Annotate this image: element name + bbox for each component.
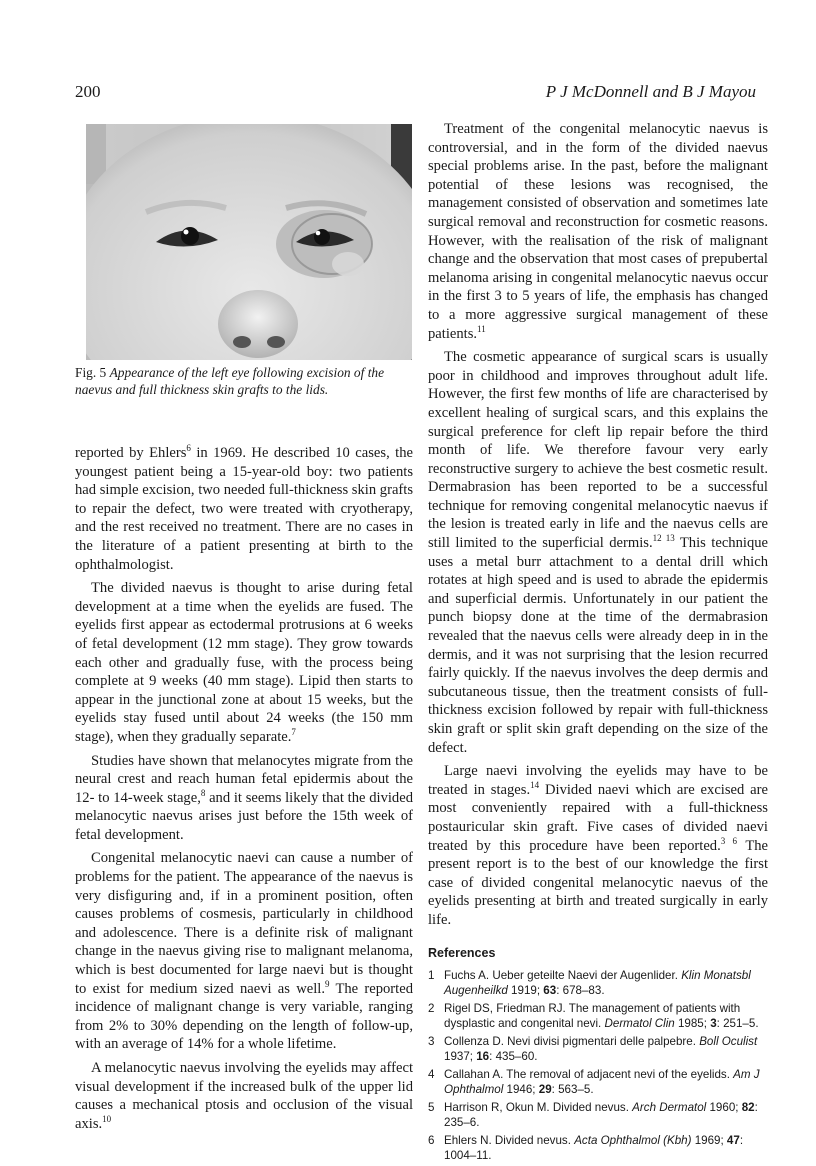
paragraph: [75, 1059, 413, 1133]
reference-item: [428, 968, 768, 998]
text: The present report is to the best of our knowledge the first case of divided congenital melanocytic naevus of the eyelids presenting at birth and treated surgically in early life.: [428, 837, 769, 928]
text: 1985;: [674, 1017, 707, 1031]
citation: 10: [102, 1113, 112, 1124]
text: : 563–5.: [551, 1083, 594, 1097]
text: The cosmetic appearance of surgical scars is usually poor in childhood and improves throughout adult life. However, the first few months of life are characterised by excellent healing of surgical scars, and this explains the surgical preference for cleft lip repair before the third month of life. We therefore favour very early reconstructive surgery to achieve the best cosmetic result. Dermabrasion has been reported to be a successful technique for removing congenital melanocytic naevus if the lesion is treated early in life and the naevus cells are still limited to the superficial dermis.: [428, 349, 768, 552]
reference-number: 3: [428, 1035, 435, 1049]
paragraph: [75, 849, 413, 1054]
figure-photo: [86, 124, 412, 360]
paragraph: [428, 120, 768, 343]
journal: Acta Ophthalmol (Kbh): [574, 1134, 692, 1148]
text: The divided naevus is thought to arise during fetal development at a time when the eyelids are fused. The eyelids first appear as ectodermal protrusions at 6 weeks of fetal development (12 mm stage). They grow towards each other and gradually fuse, with the process being complete at 9 weeks (40 mm stage). Lipid then starts to appear in the junctional zone at about 15 weeks, but the eyelids stay fused until about 24 weeks (the 150 mm stage), when they gradually separate.: [75, 580, 413, 745]
journal: Am J Ophthalmol: [444, 1068, 760, 1097]
text: : 1004–11.: [444, 1134, 744, 1163]
text: in 1969. He described 10 cases, the youngest patient being a 15-year-old boy: two patients had simple excision, two needed full-thickness skin grafts to repair the defect, two were treated with cryotherapy, and the rest received no treatment. There are no cases in the literature of a patient presenting at birth to the ophthalmologist.: [75, 445, 414, 573]
right-column: [428, 120, 768, 1166]
text: Ehlers N. Divided nevus.: [444, 1134, 571, 1148]
volume: 63: [540, 984, 557, 998]
figure-label: Fig. 5: [75, 365, 107, 380]
journal: Klin Monatsbl Augenheilkd: [444, 969, 751, 998]
text: Rigel DS, Friedman RJ. The management of patients with dysplastic and congenital nevi.: [444, 1002, 741, 1031]
reference-item: [428, 1067, 768, 1097]
text: 1937;: [444, 1050, 474, 1064]
volume: 3: [706, 1017, 717, 1031]
text: Divided naevi which are excised are most conveniently repaired with a full-thickness postauricular skin graft. Five cases of divided naevi treated by this procedure have been reported.: [428, 781, 768, 854]
text: This technique uses a metal burr attachment to a dental drill which rotates at high speed and is used to abrade the epidermis and superficial dermis. Unfortunately in our patient the punch biopsy done at the time of the dermabrasion revealed that the naevus cells were already deep in in the dermis, and it was not surprising that the lesion recurred fairly quickly. If the naevus involves the deep dermis and subcutaneous tissue, then the treatment consists of full-thickness excision followed by repair with full-thickness skin graft or split skin graft depending on the size of the defect.: [428, 535, 769, 756]
paragraph: [428, 762, 768, 929]
text: Harrison R, Okun M. Divided nevus.: [444, 1101, 629, 1115]
volume: 47: [723, 1134, 740, 1148]
text: and it seems likely that the divided melanocytic naevus arises just before the 15th week of fetal development.: [75, 789, 413, 843]
citation: 7: [291, 727, 296, 738]
page-number: 200: [75, 82, 101, 101]
text: 1919;: [507, 984, 541, 998]
text: Studies have shown that melanocytes migrate from the neural crest and reach human fetal epidermis about the 12- to 14-week stage,: [75, 752, 413, 806]
reference-number: 1: [428, 969, 435, 983]
text: 1969;: [691, 1134, 724, 1148]
references-heading: References: [428, 945, 496, 960]
volume: 82: [738, 1101, 755, 1115]
paragraph: [75, 444, 413, 574]
figure-caption-text: Appearance of the left eye following excision of the naevus and full thickness skin grafts to the lids.: [75, 365, 385, 397]
text: Congenital melanocytic naevi can cause a number of problems for the patient. The appearance of the naevus is very disfiguring and, if in a prominent position, often causes problems of cosmesis, particularly in childhood and adolescence. There is a definite risk of malignant change in the naevus giving rise to malignant melanoma, which is best documented for large naevi but is thought to exist for medium sized naevi as well.: [75, 850, 413, 997]
figure-caption: [75, 364, 415, 398]
paragraph: [428, 348, 768, 757]
volume: 29: [535, 1083, 552, 1097]
text: : 235–6.: [444, 1101, 758, 1130]
reference-list: [428, 968, 768, 1163]
citation: 14: [530, 779, 540, 790]
text: : 435–60.: [489, 1050, 538, 1064]
citation: 3 6: [720, 835, 737, 846]
citation: 11: [477, 323, 486, 334]
text: Callahan A. The removal of adjacent nevi of the eyelids.: [444, 1068, 730, 1082]
citation: 6: [186, 443, 191, 454]
text: : 678–83.: [556, 984, 605, 998]
infant-face-photo: [86, 124, 412, 360]
text: 1960;: [706, 1101, 739, 1115]
citation: 12 13: [652, 533, 675, 544]
reference-number: 4: [428, 1068, 435, 1082]
running-header-authors: P J McDonnell and B J Mayou: [545, 82, 756, 101]
text: : 251–5.: [716, 1017, 759, 1031]
reference-item: [428, 1100, 768, 1130]
reference-item: [428, 1133, 768, 1163]
paragraph: [75, 752, 413, 845]
reference-item: [428, 1001, 768, 1031]
text: reported by Ehlers: [75, 445, 187, 461]
journal: Arch Dermatol: [632, 1101, 707, 1115]
text: Treatment of the congenital melanocytic naevus is controversial, and in the form of the divided naevus special problems arise. In the past, before the malignant potential of these lesions was recognised, the management consisted of observation and sometimes late surgical removal and reconstruction for cosmetic reasons. However, with the realisation of the risk of malignant change and the observation that most cases of prepubertal melanoma arising in congenital melanocytic naevus occur in the first 3 to 5 years of life, the emphasis has changed to a more aggressive surgical management of these patients.: [428, 121, 768, 342]
paragraph: [75, 579, 413, 746]
text: Fuchs A. Ueber geteilte Naevi der Augenlider.: [444, 969, 678, 983]
text: Large naevi involving the eyelids may have to be treated in stages.: [428, 763, 768, 798]
text: A melanocytic naevus involving the eyelids may affect visual development if the increased bulk of the upper lid causes a mechanical ptosis and occlusion of the visual axis.: [75, 1060, 413, 1132]
citation: 8: [200, 787, 206, 798]
reference-number: 5: [428, 1101, 435, 1115]
text: 1946;: [503, 1083, 536, 1097]
text: The reported incidence of malignant change is very variable, ranging from 2% to 30% depending on the length of follow-up, with an average of 14% for a whole lifetime.: [75, 980, 413, 1053]
text: Collenza D. Nevi divisi pigmentari delle palpebre.: [444, 1035, 696, 1049]
citation: 9: [324, 978, 330, 989]
journal: Dermatol Clin: [604, 1017, 675, 1031]
reference-number: 2: [428, 1002, 435, 1016]
left-column: [75, 444, 413, 1138]
reference-item: [428, 1034, 768, 1064]
volume: 16: [473, 1050, 490, 1064]
reference-number: 6: [428, 1134, 435, 1148]
journal: Boll Oculist: [699, 1035, 758, 1049]
